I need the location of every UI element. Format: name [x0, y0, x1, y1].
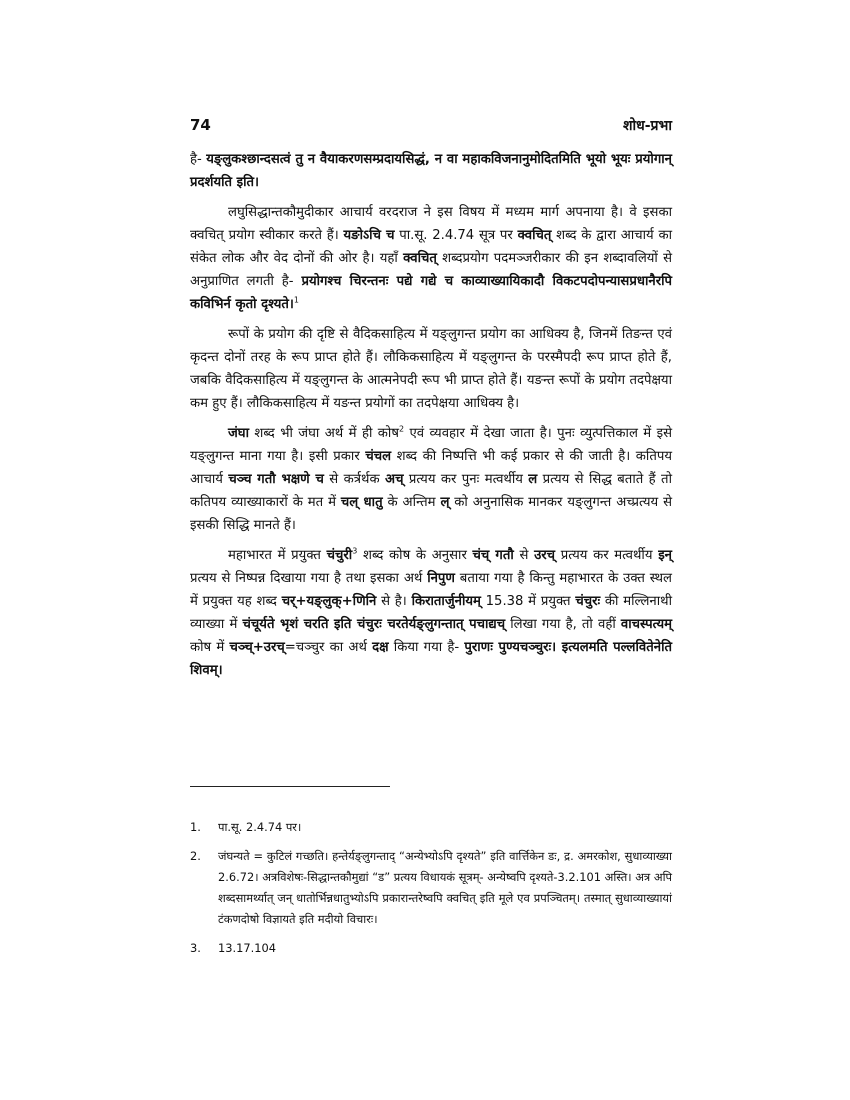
- bold-term: जंघा: [228, 426, 249, 441]
- footnote-number: 3.: [190, 941, 201, 955]
- bold-quote: प्रयोगश्च चिरन्तनः पद्ये गद्ये च काव्याख्यायिकादौ विकटपदोपन्यासप्रधानैरपि कविभिर्न कृतो दृश्यते।: [190, 274, 672, 312]
- text-run: कोष में: [190, 640, 230, 655]
- main-text: [190, 148, 672, 689]
- bold-term: क्वचित्: [403, 251, 437, 266]
- text-run: प्रत्यय कर मत्वर्थीय: [555, 548, 659, 563]
- text-run: 15.38 में प्रयुक्त: [480, 594, 576, 609]
- bold-term: चंच् गतौ: [472, 548, 514, 563]
- text-run: शब्दप्रयोग पदमञ्जरीकार की इन शब्दावलियों से अनुप्राणित लगती है-: [190, 251, 673, 289]
- text-run: को अनुनासिक मानकर यङ्लुगन्त अच्प्रत्यय से इसकी सिद्धि मानते हैं।: [190, 495, 672, 533]
- footnote-divider: [190, 786, 390, 787]
- bold-term: चंचल: [365, 449, 392, 464]
- text-run: लघुसिद्धान्तकौमुदीकार आचार्य वरदराज ने इस विषय में मध्यम मार्ग अपनाया है। वे इसका क्वचित् प्रयोग स्वीकार करते हैं।: [190, 205, 672, 243]
- text-run: से: [513, 548, 535, 563]
- bold-term: ल: [528, 472, 538, 487]
- footnote-2: [190, 846, 672, 930]
- bold-quote: चंचूर्यते भृशं चरति इति चंचुरः चरतेर्यङ्लुगन्तात् पचाद्यच्: [242, 617, 506, 632]
- bold-term: अच्: [385, 472, 404, 487]
- bold-term: चर्+यङ्लुक्+णिनि: [281, 594, 377, 609]
- bold-quote: पुराणः पुण्यचञ्चुरः। इत्यलमति पल्लवितेनेति शिवम्।: [190, 640, 672, 678]
- footnote-number: 2.: [190, 849, 201, 863]
- bold-term: चंचुरः: [575, 594, 601, 609]
- paragraph-4: [190, 422, 672, 537]
- paragraph-2: [190, 201, 672, 316]
- text-run: शब्द भी जंघा अर्थ में ही कोष: [249, 426, 399, 441]
- footnotes: [190, 817, 672, 967]
- paragraph-1: [190, 148, 672, 194]
- bold-term: क्वचित्: [517, 228, 552, 243]
- footnote-text: 13.17.104: [218, 941, 276, 955]
- text-run: है-: [190, 152, 207, 167]
- text-run: प्रत्यय कर पुनः मत्वर्थीय: [403, 472, 529, 487]
- bold-term: किरातार्जुनीयम्: [411, 594, 481, 609]
- paragraph-5: [190, 544, 672, 682]
- bold-term: इन्: [658, 548, 672, 563]
- text-run: से कर्त्रर्थक: [323, 472, 385, 487]
- journal-title: शोध-प्रभा: [622, 118, 672, 134]
- footnote-number: 1.: [190, 820, 201, 834]
- bold-quote: यङ्लुकश्छान्दसत्वं तु न वैयाकरणसम्प्रदायसिद्धं, न वा महाकविजनानुमोदितमिति भूयो भूयः प्रयोगान् प्रदर्शयति इति।: [190, 152, 672, 190]
- footnote-text: जंघन्यते = कुटिलं गच्छति। हन्तेर्यङ्लुगन्ताद् “अन्येभ्योऽपि दृश्यते” इति वार्त्तिकेन डः, द्र. अमरकोश, सुधाव्याख्या 2.6.72। अत्रविशेषः-सिद्धान्तकौमुद्यां “ड” प्रत्यय विधायकं सूत्रम्- अन्येष्वपि दृश्यते-3.2.101 अस्ति। अत्र अपि शब्दसामर्थ्यात् जन् धातोर्भिन्नधातुभ्योऽपि प्रकारान्तरेष्वपि क्वचित् इति मूले एव प्रपञ्चितम्। तस्मात् सुधाव्याख्यायां टंकणदोषो विज्ञायते इति मदीयो विचारः।: [218, 849, 672, 926]
- text-run: के अन्तिम: [382, 495, 441, 510]
- bold-term: चञ्च गतौ भक्षणे च: [228, 472, 324, 487]
- text-run: प्रत्यय से सिद्ध बताते हैं तो कतिपय व्याख्याकारों के मत में: [190, 472, 672, 510]
- bold-term: ल्: [440, 495, 450, 510]
- text-run: शब्द के द्वारा आचार्य का संकेत लोक और वेद दोनों की ओर है। यहाँ: [190, 228, 673, 266]
- text-run: पा.सू. 2.4.74 सूत्र पर: [394, 228, 518, 243]
- text-run: किया गया है-: [388, 640, 465, 655]
- bold-term: दक्ष: [372, 640, 389, 655]
- bold-term: चंचुरी: [326, 548, 353, 563]
- page-number: 74: [190, 116, 211, 134]
- footnote-ref[interactable]: 1: [293, 295, 299, 305]
- bold-term: चञ्च्+उरच्: [229, 640, 285, 655]
- footnote-1: [190, 817, 672, 838]
- text-run: प्रत्यय से निष्पन्न दिखाया गया है तथा इसका अर्थ: [190, 571, 428, 586]
- text-run: शब्द की निष्पत्ति भी कई प्रकार से की जाती है। कतिपय आचार्य: [190, 449, 672, 487]
- text-run: से है।: [376, 594, 412, 609]
- text-run: =चञ्चुर का अर्थ: [284, 640, 373, 655]
- running-header: [190, 116, 672, 138]
- text-run: बताया गया है किन्तु महाभारत के उक्त स्थल में प्रयुक्त यह शब्द: [190, 571, 672, 609]
- text-run: महाभारत में प्रयुक्त: [228, 548, 327, 563]
- text-run: एवं व्यवहार में देखा जाता है। पुनः व्युत्पत्तिकाल में इसे यङ्लुगन्त माना गया है। इसी प्रकार: [190, 426, 672, 464]
- footnote-text: पा.सू. 2.4.74 पर।: [218, 820, 302, 834]
- bold-term: उरच्: [534, 548, 556, 563]
- bold-term: वाचस्पत्यम्: [620, 617, 673, 632]
- footnote-ref[interactable]: 2: [398, 424, 405, 434]
- text-run: की मल्लिनाथी व्याख्या में: [190, 594, 672, 632]
- paragraph-3: [190, 323, 672, 415]
- footnote-ref[interactable]: 3: [352, 546, 358, 556]
- bold-term: चल् धातु: [340, 495, 383, 510]
- footnote-3: [190, 938, 672, 959]
- text-run: लिखा गया है, तो वहीं: [505, 617, 621, 632]
- bold-term: यङोऽचि च: [343, 228, 395, 243]
- text-run: रूपों के प्रयोग की दृष्टि से वैदिकसाहित्य में यङ्लुगन्त प्रयोग का आधिक्य है, जिनमें तिङन्त एवं कृदन्त दोनों तरह के रूप प्राप्त होते हैं। लौकिकसाहित्य में यङ्लुगन्त के परस्मैपदी रूप प्राप्त होते हैं, जबकि वैदिकसाहित्य में यङ्लुगन्त के आत्मनेपदी रूप भी प्राप्त होते हैं। यङन्त रूपों के प्रयोग तदपेक्षया कम हुए हैं। लौकिकसाहित्य में यङन्त प्रयोगों का तदपेक्षया आधिक्य है।: [190, 327, 672, 411]
- text-run: शब्द कोष के अनुसार: [357, 548, 473, 563]
- bold-term: निपुण: [427, 571, 455, 586]
